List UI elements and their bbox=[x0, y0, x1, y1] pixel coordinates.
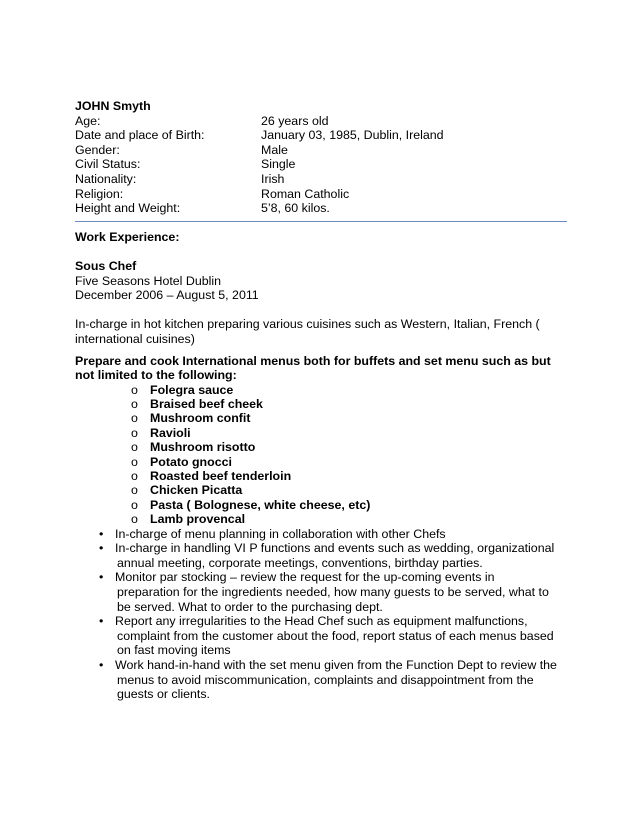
job-title: Sous Chef bbox=[75, 258, 137, 273]
menu-item-label: Braised beef cheek bbox=[150, 397, 263, 412]
duty-item bbox=[75, 570, 567, 614]
applicant-name: JOHN Smyth bbox=[75, 99, 151, 113]
menu-item-label: Ravioli bbox=[150, 425, 191, 440]
info-value: 5’8, 60 kilos. bbox=[261, 201, 330, 216]
sub-bullet-marker: o bbox=[131, 469, 138, 484]
bullet-marker: • bbox=[99, 657, 104, 672]
info-row bbox=[75, 187, 567, 202]
duty-line: on fast moving items bbox=[117, 643, 231, 658]
bullet-marker: • bbox=[99, 541, 104, 556]
sub-bullet-marker: o bbox=[131, 382, 138, 397]
duty-line: menus to avoid miscommunication, complaints and disappointment from the bbox=[117, 672, 534, 687]
info-row bbox=[75, 201, 567, 216]
duty-line: Report any irregularities to the Head Chef such as equipment malfunctions, bbox=[115, 614, 528, 629]
description-line: In-charge in hot kitchen preparing various cuisines such as Western, Italian, French ( bbox=[75, 317, 540, 332]
duty-item bbox=[75, 527, 567, 542]
resume-page bbox=[75, 99, 567, 702]
info-row bbox=[75, 172, 567, 187]
menu-item-label: Mushroom confit bbox=[150, 411, 251, 426]
bullet-marker: • bbox=[99, 526, 104, 541]
info-row bbox=[75, 143, 567, 158]
duty-line: complaint from the customer about the food, report status of each menus based bbox=[117, 628, 554, 643]
sub-bullet-marker: o bbox=[131, 512, 138, 527]
duty-text bbox=[115, 570, 565, 614]
duty-line: In-charge of menu planning in collaboration with other Chefs bbox=[115, 526, 446, 541]
employer: Five Seasons Hotel Dublin bbox=[75, 273, 222, 288]
bullet-marker: • bbox=[99, 614, 104, 629]
menu-item-label: Mushroom risotto bbox=[150, 440, 256, 455]
description-line: international cuisines) bbox=[75, 331, 195, 346]
job-period: December 2006 – August 5, 2011 bbox=[75, 288, 259, 303]
menu-item bbox=[75, 397, 567, 411]
bullet-marker: • bbox=[99, 570, 104, 585]
duty-text bbox=[115, 541, 565, 570]
info-value: Male bbox=[261, 142, 288, 157]
menu-list bbox=[75, 383, 567, 527]
menus-intro-line: Prepare and cook International menus both for buffets and set menu such as but bbox=[75, 353, 551, 368]
menu-item bbox=[75, 411, 567, 425]
sub-bullet-marker: o bbox=[131, 411, 138, 426]
info-label: Nationality: bbox=[75, 171, 137, 186]
job-description bbox=[75, 317, 567, 346]
menu-item-label: Folegra sauce bbox=[150, 382, 234, 397]
info-row bbox=[75, 128, 567, 143]
menu-item bbox=[75, 512, 567, 526]
duty-text bbox=[115, 614, 565, 658]
info-label: Date and place of Birth: bbox=[75, 128, 205, 143]
menu-item-label: Lamb provencal bbox=[150, 512, 246, 527]
work-experience-heading: Work Experience: bbox=[75, 229, 180, 244]
sub-bullet-marker: o bbox=[131, 497, 138, 512]
duty-item bbox=[75, 658, 567, 702]
menu-item bbox=[75, 498, 567, 512]
info-label: Height and Weight: bbox=[75, 201, 181, 216]
info-value: Irish bbox=[261, 171, 285, 186]
menu-item bbox=[75, 469, 567, 483]
info-value: Single bbox=[261, 157, 296, 172]
info-row bbox=[75, 157, 567, 172]
menu-item bbox=[75, 440, 567, 454]
section-divider bbox=[75, 221, 567, 222]
personal-info bbox=[75, 114, 567, 216]
menus-intro bbox=[75, 354, 567, 383]
duty-line: be served. What to order to the purchasing dept. bbox=[117, 599, 383, 614]
duty-line: preparation for the ingredients needed, how many guests to be served, what to bbox=[117, 584, 549, 599]
menu-item bbox=[75, 455, 567, 469]
info-value: January 03, 1985, Dublin, Ireland bbox=[261, 128, 444, 143]
sub-bullet-marker: o bbox=[131, 483, 138, 498]
menu-item-label: Pasta ( Bolognese, white cheese, etc) bbox=[150, 497, 371, 512]
info-value: 26 years old bbox=[261, 113, 329, 128]
sub-bullet-marker: o bbox=[131, 397, 138, 412]
duty-item bbox=[75, 541, 567, 570]
spacer bbox=[75, 303, 567, 318]
menu-item bbox=[75, 426, 567, 440]
duty-text bbox=[115, 658, 565, 702]
info-label: Gender: bbox=[75, 142, 120, 157]
duty-text bbox=[115, 527, 565, 542]
duties-list bbox=[75, 527, 567, 702]
info-row bbox=[75, 114, 567, 129]
duty-item bbox=[75, 614, 567, 658]
info-label: Civil Status: bbox=[75, 157, 141, 172]
menu-item-label: Roasted beef tenderloin bbox=[150, 469, 292, 484]
sub-bullet-marker: o bbox=[131, 454, 138, 469]
spacer bbox=[75, 347, 567, 354]
menu-item bbox=[75, 483, 567, 497]
duty-line: In-charge in handling VI P functions and events such as wedding, organizational bbox=[115, 541, 555, 556]
sub-bullet-marker: o bbox=[131, 425, 138, 440]
duty-line: annual meeting, corporate meetings, conventions, birthday parties. bbox=[117, 555, 483, 570]
spacer bbox=[75, 244, 567, 259]
menus-intro-line: not limited to the following: bbox=[75, 368, 237, 383]
duty-line: Monitor par stocking – review the request for the up-coming events in bbox=[115, 570, 495, 585]
duty-line: guests or clients. bbox=[117, 687, 210, 702]
info-label: Age: bbox=[75, 113, 101, 128]
menu-item-label: Potato gnocci bbox=[150, 454, 232, 469]
menu-item bbox=[75, 383, 567, 397]
duty-line: Work hand-in-hand with the set menu given from the Function Dept to review the bbox=[115, 657, 557, 672]
info-label: Religion: bbox=[75, 186, 124, 201]
sub-bullet-marker: o bbox=[131, 440, 138, 455]
info-value: Roman Catholic bbox=[261, 186, 350, 201]
menu-item-label: Chicken Picatta bbox=[150, 483, 243, 498]
